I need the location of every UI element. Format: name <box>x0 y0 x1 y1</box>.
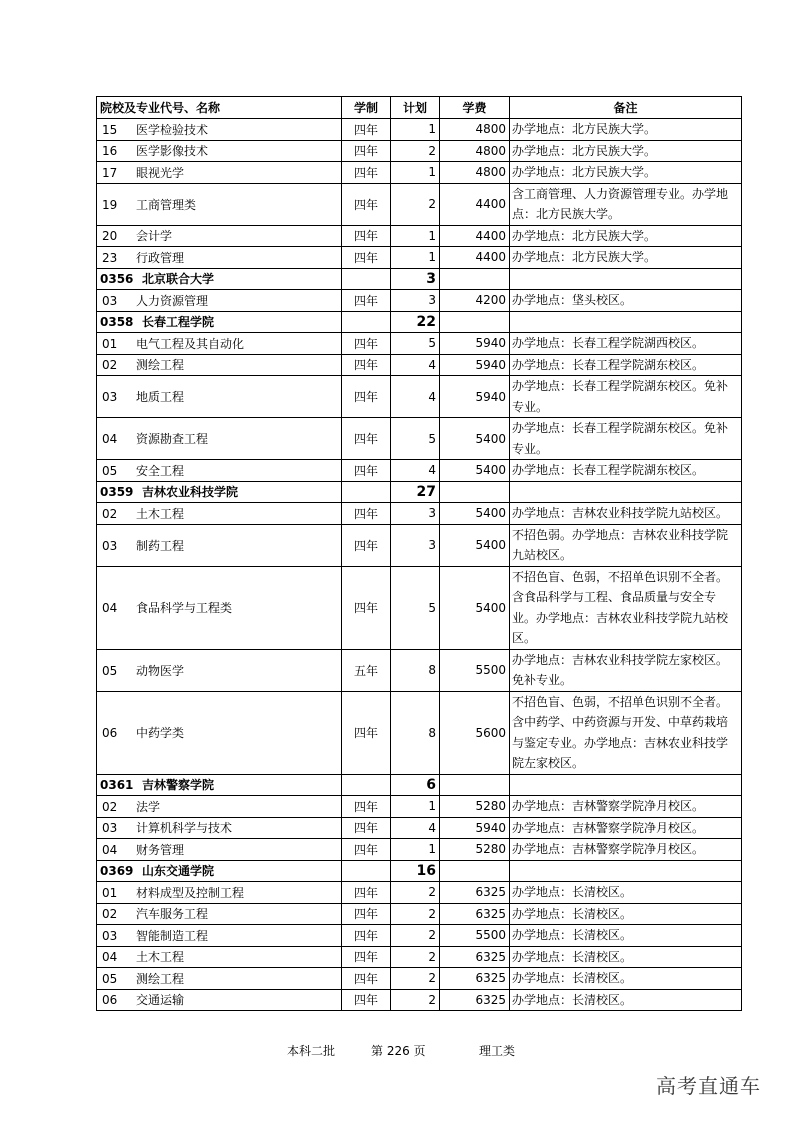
plan: 4 <box>391 817 440 839</box>
note: 办学地点：长清校区。 <box>510 882 742 904</box>
code: 23 <box>102 250 118 265</box>
code: 0361 <box>100 778 134 793</box>
code: 04 <box>102 842 118 857</box>
name-cell <box>97 503 342 525</box>
name: 人力资源管理 <box>136 293 209 308</box>
code: 01 <box>102 336 118 351</box>
duration: 四年 <box>342 140 391 162</box>
name-cell <box>97 140 342 162</box>
plan: 2 <box>391 925 440 947</box>
empty-cell <box>440 268 510 290</box>
name: 交通运输 <box>136 993 185 1008</box>
school-row <box>97 311 742 333</box>
fee: 5400 <box>440 566 510 649</box>
fee: 4400 <box>440 225 510 247</box>
plan: 2 <box>391 140 440 162</box>
name: 医学影像技术 <box>136 144 209 159</box>
table-row <box>97 290 742 312</box>
plan: 5 <box>391 566 440 649</box>
duration: 四年 <box>342 376 391 418</box>
note: 办学地点：长春工程学院湖东校区。 <box>510 460 742 482</box>
plan-total: 22 <box>391 311 440 333</box>
table-row <box>97 946 742 968</box>
plan: 3 <box>391 290 440 312</box>
empty-cell <box>440 860 510 882</box>
empty-cell <box>510 774 742 796</box>
duration: 四年 <box>342 968 391 990</box>
name: 财务管理 <box>136 842 185 857</box>
name: 安全工程 <box>136 463 185 478</box>
fee: 5940 <box>440 354 510 376</box>
empty-cell <box>510 268 742 290</box>
duration: 四年 <box>342 566 391 649</box>
duration: 四年 <box>342 839 391 861</box>
table-row <box>97 247 742 269</box>
footer-category: 理工类 <box>479 1044 516 1058</box>
code: 03 <box>102 821 118 836</box>
name-cell <box>97 882 342 904</box>
code: 05 <box>102 463 118 478</box>
duration: 四年 <box>342 925 391 947</box>
plan: 5 <box>391 418 440 460</box>
plan: 1 <box>391 839 440 861</box>
table-row <box>97 691 742 774</box>
fee: 4800 <box>440 119 510 141</box>
name: 资源勘查工程 <box>136 432 209 446</box>
duration: 四年 <box>342 162 391 184</box>
code: 02 <box>102 799 118 814</box>
duration: 四年 <box>342 903 391 925</box>
code: 03 <box>102 538 118 553</box>
name: 中药学类 <box>136 726 185 740</box>
name: 智能制造工程 <box>136 928 209 943</box>
fee: 5940 <box>440 333 510 355</box>
duration: 四年 <box>342 460 391 482</box>
plan: 5 <box>391 333 440 355</box>
name: 食品科学与工程类 <box>136 601 233 615</box>
code: 03 <box>102 928 118 943</box>
code: 0359 <box>100 485 134 500</box>
fee: 6325 <box>440 946 510 968</box>
empty-cell <box>440 774 510 796</box>
code: 02 <box>102 506 118 521</box>
plan: 1 <box>391 162 440 184</box>
note: 办学地点：吉林警察学院净月校区。 <box>510 796 742 818</box>
note: 办学地点：长清校区。 <box>510 925 742 947</box>
table-row <box>97 183 742 225</box>
plan: 2 <box>391 946 440 968</box>
name-cell <box>97 691 342 774</box>
note: 办学地点：吉林警察学院净月校区。 <box>510 817 742 839</box>
note: 办学地点：长春工程学院湖东校区。免补专业。 <box>510 418 742 460</box>
plan: 2 <box>391 882 440 904</box>
note: 办学地点：长春工程学院湖西校区。 <box>510 333 742 355</box>
name: 行政管理 <box>136 250 185 265</box>
name-cell <box>97 225 342 247</box>
note: 办学地点：吉林农业科技学院左家校区。免补专业。 <box>510 649 742 691</box>
school-row <box>97 481 742 503</box>
note: 办学地点：北方民族大学。 <box>510 162 742 184</box>
name-cell <box>97 839 342 861</box>
code: 04 <box>102 601 118 615</box>
empty-cell <box>510 311 742 333</box>
code: 06 <box>102 726 118 740</box>
fee: 5500 <box>440 925 510 947</box>
name-cell <box>97 481 342 503</box>
name-cell <box>97 649 342 691</box>
note: 办学地点：长清校区。 <box>510 903 742 925</box>
name: 测绘工程 <box>136 971 185 986</box>
code: 02 <box>102 358 118 373</box>
name-cell <box>97 376 342 418</box>
name: 吉林农业科技学院 <box>142 485 239 500</box>
empty-cell <box>440 311 510 333</box>
duration: 五年 <box>342 649 391 691</box>
name: 动物医学 <box>136 663 185 678</box>
fee: 5400 <box>440 418 510 460</box>
plan: 1 <box>391 225 440 247</box>
name: 材料成型及控制工程 <box>136 885 245 900</box>
name-cell <box>97 860 342 882</box>
table-header-row <box>97 97 742 119</box>
code: 0369 <box>100 864 134 879</box>
header-plan: 计划 <box>391 97 440 119</box>
name-cell <box>97 968 342 990</box>
name: 土木工程 <box>136 950 185 965</box>
name-cell <box>97 311 342 333</box>
note: 不招色弱。办学地点：吉林农业科技学院九站校区。 <box>510 524 742 566</box>
plan-total: 27 <box>391 481 440 503</box>
duration: 四年 <box>342 946 391 968</box>
empty-cell <box>342 860 391 882</box>
name-cell <box>97 925 342 947</box>
duration: 四年 <box>342 691 391 774</box>
table-row <box>97 333 742 355</box>
name: 测绘工程 <box>136 358 185 373</box>
duration: 四年 <box>342 290 391 312</box>
code: 0358 <box>100 315 134 330</box>
code: 15 <box>102 122 118 137</box>
duration: 四年 <box>342 524 391 566</box>
name: 法学 <box>136 799 161 814</box>
plan: 2 <box>391 989 440 1011</box>
code: 05 <box>102 971 118 986</box>
plan: 3 <box>391 503 440 525</box>
note: 不招色盲、色弱，不招单色识别不全者。含食品科学与工程、食品质量与安全专业。办学地点：吉林农业科技学院九站校区。 <box>510 566 742 649</box>
code: 0356 <box>100 272 134 287</box>
name: 土木工程 <box>136 506 185 521</box>
name-cell <box>97 183 342 225</box>
code: 03 <box>102 390 118 404</box>
name: 地质工程 <box>136 390 185 404</box>
plan: 2 <box>391 903 440 925</box>
duration: 四年 <box>342 796 391 818</box>
plan: 4 <box>391 460 440 482</box>
name: 吉林警察学院 <box>142 778 215 793</box>
fee: 4800 <box>440 140 510 162</box>
table-row <box>97 882 742 904</box>
note: 办学地点：北方民族大学。 <box>510 140 742 162</box>
code: 01 <box>102 885 118 900</box>
fee: 5280 <box>440 796 510 818</box>
duration: 四年 <box>342 989 391 1011</box>
name: 汽车服务工程 <box>136 907 209 922</box>
code: 04 <box>102 950 118 965</box>
code: 03 <box>102 293 118 308</box>
table-row <box>97 524 742 566</box>
note: 办学地点：北方民族大学。 <box>510 225 742 247</box>
note: 办学地点：长清校区。 <box>510 946 742 968</box>
name: 北京联合大学 <box>142 272 215 287</box>
table-body <box>97 119 742 1011</box>
table-row <box>97 162 742 184</box>
note: 办学地点：长清校区。 <box>510 989 742 1011</box>
code: 17 <box>102 165 118 180</box>
table-row <box>97 418 742 460</box>
fee: 5940 <box>440 376 510 418</box>
table-row <box>97 376 742 418</box>
plan: 8 <box>391 649 440 691</box>
empty-cell <box>510 481 742 503</box>
duration: 四年 <box>342 119 391 141</box>
name-cell <box>97 946 342 968</box>
plan-total: 16 <box>391 860 440 882</box>
name-cell <box>97 817 342 839</box>
name-cell <box>97 119 342 141</box>
empty-cell <box>342 268 391 290</box>
admission-plan-table <box>96 96 742 1011</box>
empty-cell <box>342 311 391 333</box>
school-row <box>97 774 742 796</box>
table-row <box>97 566 742 649</box>
name-cell <box>97 247 342 269</box>
plan: 8 <box>391 691 440 774</box>
code: 02 <box>102 907 118 922</box>
fee: 5600 <box>440 691 510 774</box>
note: 办学地点：吉林农业科技学院九站校区。 <box>510 503 742 525</box>
plan: 1 <box>391 247 440 269</box>
note: 办学地点：北方民族大学。 <box>510 119 742 141</box>
table-row <box>97 968 742 990</box>
name-cell <box>97 268 342 290</box>
duration: 四年 <box>342 418 391 460</box>
table-row <box>97 503 742 525</box>
table-row <box>97 989 742 1011</box>
footer-page-number: 第 226 页 <box>371 1044 426 1058</box>
name-cell <box>97 903 342 925</box>
plan: 3 <box>391 524 440 566</box>
name-cell <box>97 460 342 482</box>
table-row <box>97 460 742 482</box>
note: 不招色盲、色弱，不招单色识别不全者。含中药学、中药资源与开发、中草药栽培与鉴定专业。办学地点：吉林农业科技学院左家校区。 <box>510 691 742 774</box>
name: 眼视光学 <box>136 165 185 180</box>
note: 办学地点：垡头校区。 <box>510 290 742 312</box>
plan: 2 <box>391 968 440 990</box>
name-cell <box>97 774 342 796</box>
code: 19 <box>102 197 118 212</box>
note: 办学地点：北方民族大学。 <box>510 247 742 269</box>
empty-cell <box>342 481 391 503</box>
watermark: 高考直通车 <box>656 1074 761 1098</box>
fee: 4200 <box>440 290 510 312</box>
note: 办学地点：长清校区。 <box>510 968 742 990</box>
table-row <box>97 839 742 861</box>
fee: 5400 <box>440 503 510 525</box>
code: 20 <box>102 229 118 244</box>
empty-cell <box>440 481 510 503</box>
fee: 6325 <box>440 989 510 1011</box>
name: 长春工程学院 <box>142 315 215 330</box>
fee: 5400 <box>440 524 510 566</box>
note: 含工商管理、人力资源管理专业。办学地点：北方民族大学。 <box>510 183 742 225</box>
plan: 1 <box>391 796 440 818</box>
table-row <box>97 119 742 141</box>
empty-cell <box>342 774 391 796</box>
name-cell <box>97 162 342 184</box>
table-row <box>97 925 742 947</box>
plan: 4 <box>391 354 440 376</box>
fee: 6325 <box>440 882 510 904</box>
name: 会计学 <box>136 229 173 244</box>
name-cell <box>97 989 342 1011</box>
code: 04 <box>102 432 118 446</box>
plan: 1 <box>391 119 440 141</box>
fee: 6325 <box>440 903 510 925</box>
name: 制药工程 <box>136 538 185 553</box>
school-row <box>97 268 742 290</box>
note: 办学地点：长春工程学院湖东校区。 <box>510 354 742 376</box>
name-cell <box>97 566 342 649</box>
name: 医学检验技术 <box>136 122 209 137</box>
table-row <box>97 796 742 818</box>
footer-batch: 本科二批 <box>287 1044 336 1058</box>
name: 山东交通学院 <box>142 864 215 879</box>
plan-total: 6 <box>391 774 440 796</box>
duration: 四年 <box>342 503 391 525</box>
fee: 5400 <box>440 460 510 482</box>
fee: 4800 <box>440 162 510 184</box>
table-row <box>97 354 742 376</box>
plan: 4 <box>391 376 440 418</box>
name-cell <box>97 290 342 312</box>
fee: 4400 <box>440 247 510 269</box>
table-row <box>97 903 742 925</box>
name-cell <box>97 418 342 460</box>
name-cell <box>97 796 342 818</box>
note: 办学地点：吉林警察学院净月校区。 <box>510 839 742 861</box>
duration: 四年 <box>342 247 391 269</box>
duration: 四年 <box>342 183 391 225</box>
name-cell <box>97 524 342 566</box>
duration: 四年 <box>342 817 391 839</box>
header-name: 院校及专业代号、名称 <box>97 97 342 119</box>
code: 05 <box>102 663 118 678</box>
name: 电气工程及其自动化 <box>136 336 245 351</box>
duration: 四年 <box>342 225 391 247</box>
table-row <box>97 225 742 247</box>
name: 计算机科学与技术 <box>136 821 233 836</box>
table-row <box>97 649 742 691</box>
name-cell <box>97 354 342 376</box>
fee: 5500 <box>440 649 510 691</box>
school-row <box>97 860 742 882</box>
note: 办学地点：长春工程学院湖东校区。免补专业。 <box>510 376 742 418</box>
plan-total: 3 <box>391 268 440 290</box>
table-row <box>97 140 742 162</box>
header-duration: 学制 <box>342 97 391 119</box>
duration: 四年 <box>342 333 391 355</box>
duration: 四年 <box>342 354 391 376</box>
fee: 5940 <box>440 817 510 839</box>
code: 16 <box>102 144 118 159</box>
fee: 6325 <box>440 968 510 990</box>
header-note: 备注 <box>510 97 742 119</box>
fee: 5280 <box>440 839 510 861</box>
plan: 2 <box>391 183 440 225</box>
empty-cell <box>510 860 742 882</box>
name-cell <box>97 333 342 355</box>
code: 06 <box>102 993 118 1008</box>
fee: 4400 <box>440 183 510 225</box>
table-row <box>97 817 742 839</box>
name: 工商管理类 <box>136 197 197 212</box>
duration: 四年 <box>342 882 391 904</box>
header-fee: 学费 <box>440 97 510 119</box>
